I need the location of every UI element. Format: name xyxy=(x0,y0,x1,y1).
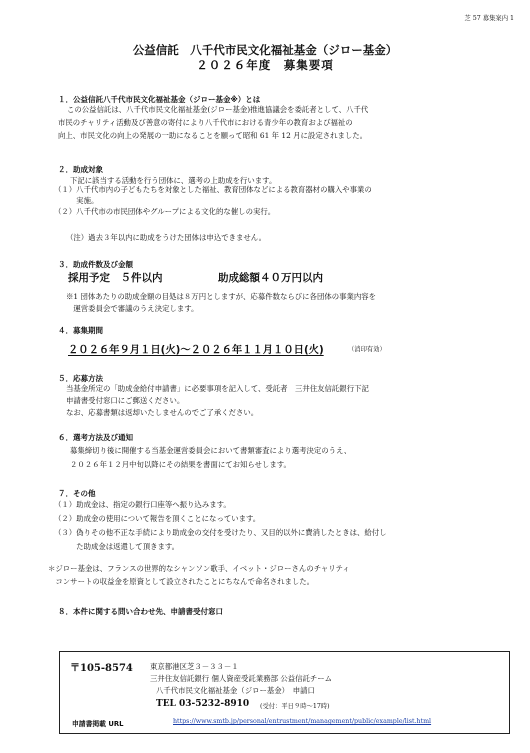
section-3-note-2: 運営委員会で審議のうえ決定します。 xyxy=(66,304,199,313)
contact-tel: TEL 03-5232-8910 xyxy=(156,699,250,709)
section-3-heading: ３．助成件数及び金額 xyxy=(58,260,133,269)
section-7-item-3: （３）偽りその他不正な手続により助成金の交付を受けたり、又目的以外に費消したときは、給付し xyxy=(54,528,387,537)
section-1-heading: １．公益信託八千代市民文化福祉基金（ジロー基金※）とは xyxy=(58,95,261,104)
application-url-link[interactable]: https://www.smtb.jp/personal/entrustment/management/public/example/list.html xyxy=(173,718,432,725)
footnote-line-1: ＊ジロー基金は、フランスの世界的なシャンソン歌手、イベット・ジローさんのチャリティ xyxy=(48,564,350,573)
section-2-item-1-cont: 実施。 xyxy=(54,196,99,205)
grant-count: 採用予定 ５件以内 xyxy=(68,272,163,284)
section-1-line-3: 向上、市民文化の向上の発展の一助になることを願って昭和 61 年 12 月に設定されました。 xyxy=(58,131,368,140)
section-2-item-2: （２）八千代市の市民団体やグループによる文化的な催しの実行。 xyxy=(54,207,276,216)
contact-org-2: 八千代市民文化福祉基金（ジロー基金） 申請口 xyxy=(156,686,315,695)
section-8-heading: ８．本件に関する問い合わせ先、申請書受付窓口 xyxy=(58,607,223,616)
postmark-note: （消印有効） xyxy=(348,346,386,353)
section-6-line-2: ２０２６年１２月中旬以降にその結果を書面にてお知らせします。 xyxy=(70,460,291,469)
section-5-line-2: 申請書受付窓口にご郵送ください。 xyxy=(66,396,185,405)
section-7-item-2: （２）助成金の使用について報告を頂くことになっています。 xyxy=(54,514,261,523)
footnote-line-2: コンサートの収益金を原資として設立されたことにちなんで命名されました。 xyxy=(48,577,315,586)
section-7-item-1: （１）助成金は、指定の銀行口座等へ振り込みます。 xyxy=(54,500,231,509)
section-6-heading: ６．選考方法及び通知 xyxy=(58,433,133,442)
url-label: 申請書掲載 URL xyxy=(72,720,124,728)
section-3-note-1: ※1 団体あたりの助成金額の目処は８万円としますが、応募件数ならびに各団体の事業内容を xyxy=(66,292,377,301)
application-period: ２０２６年９月１日(火)～２０２６年１１月１０日(火) xyxy=(68,344,324,356)
section-2-note: （注）過去３年以内に助成をうけた団体は申込できません。 xyxy=(66,233,266,242)
page-title: 公益信託 八千代市民文化福祉基金（ジロー基金） xyxy=(132,43,398,57)
contact-org-1: 三井住友信託銀行 個人資産受託業務部 公益信託チーム xyxy=(150,674,333,683)
section-2-heading: ２．助成対象 xyxy=(58,165,103,174)
section-7-heading: ７．その他 xyxy=(58,489,96,498)
section-7-item-3-cont: た助成金は返還して頂きます。 xyxy=(54,542,180,551)
section-2-item-1: （１）八千代市内の子どもたちを対象とした福祉、教育団体などによる教育器材の購入や事業の xyxy=(54,185,372,194)
page-subtitle: ２０２６年度 募集要項 xyxy=(196,58,334,72)
section-5-line-3: なお、応募書類は返却いたしませんのでご了承ください。 xyxy=(66,408,259,417)
section-4-heading: ４．募集期間 xyxy=(58,326,103,335)
section-1-line-1: この公益信託は、八千代市民文化福祉基金(ジロー基金)推進協議会を委託者として、八千代 xyxy=(67,105,369,114)
section-2-intro: 下記に該当する活動を行う団体に、選考の上助成を行います。 xyxy=(70,176,277,185)
section-5-line-1: 当基金所定の「助成金給付申請書」に必要事項を記入して、受託者 三井住友信託銀行下記 xyxy=(66,384,369,393)
section-6-line-1: 募集締切り後に開催する当基金運営委員会において書類審査により選考決定のうえ、 xyxy=(70,446,352,455)
grant-total: 助成総額４０万円以内 xyxy=(218,272,323,284)
document-reference: 芝 57 募集案内 1 xyxy=(464,15,514,22)
contact-tel-hours: (受付：平日９時～17時) xyxy=(260,703,330,710)
section-5-heading: ５．応募方法 xyxy=(58,374,103,383)
contact-address: 東京都港区芝３－３３－１ xyxy=(150,662,239,671)
section-1-line-2: 市民のチャリティ活動及び善意の寄付により八千代市における青少年の教育および福祉の xyxy=(58,118,353,127)
contact-box xyxy=(59,651,510,734)
postal-code: 〒105-8574 xyxy=(70,663,133,674)
